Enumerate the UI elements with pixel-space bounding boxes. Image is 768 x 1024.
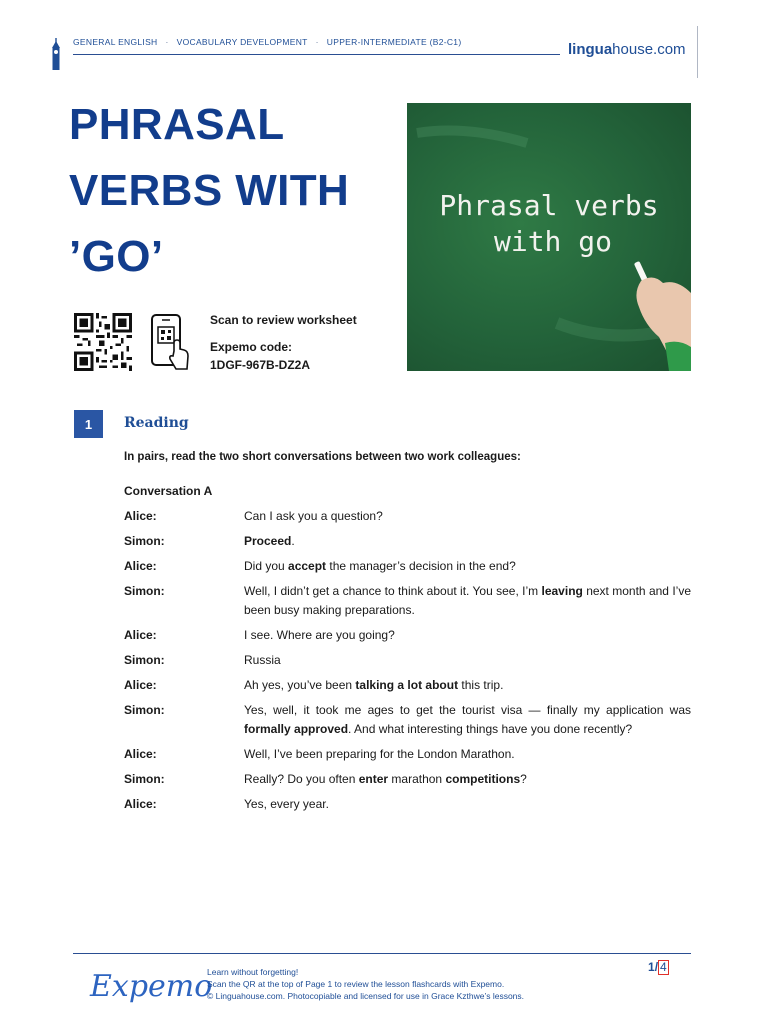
chalkboard-image: [407, 103, 691, 371]
dialogue-text: [244, 582, 691, 620]
dialogue-speaker: Alice:: [124, 509, 157, 523]
dialogue-line: [124, 626, 691, 645]
section-number-badge: 1: [74, 410, 103, 438]
dialogue-text: [244, 795, 691, 814]
text-fragment: Russia: [244, 653, 281, 667]
dialogue-text: [244, 557, 691, 576]
title-line: ’GO’: [69, 232, 164, 281]
highlighted-verb: formally approved: [244, 722, 349, 736]
chalkboard-illustration: [407, 103, 691, 371]
footer-tagline: Learn without forgetting!: [207, 967, 299, 977]
text-fragment: I see. Where are you going?: [244, 628, 395, 642]
breadcrumb-item-level[interactable]: UPPER-INTERMEDIATE (B2-C1): [326, 37, 462, 47]
footer-text: [207, 966, 524, 1002]
title-line: VERBS WITH: [69, 166, 350, 215]
conversation-title: Conversation A: [124, 484, 213, 498]
hand-with-chalk-icon: [634, 261, 691, 371]
dialogue-speaker: Simon:: [124, 534, 165, 548]
text-fragment: Can I ask you a question?: [244, 509, 383, 523]
dialogue-speaker: Alice:: [124, 628, 157, 642]
dialogue-text: [244, 770, 691, 789]
text-fragment: ?: [520, 772, 527, 786]
dialogue-speaker: Alice:: [124, 747, 157, 761]
dialogue-line: [124, 701, 691, 739]
dialogue-speaker: Simon:: [124, 772, 165, 786]
highlighted-verb: competitions: [445, 772, 521, 786]
page-total-link[interactable]: 4: [660, 960, 667, 974]
breadcrumb-separator: ·: [315, 37, 319, 47]
expemo-code-label: Expemo code:: [210, 340, 293, 354]
breadcrumb-item-category[interactable]: VOCABULARY DEVELOPMENT: [176, 37, 308, 47]
dialogue-text: [244, 507, 691, 526]
dialogue-line: [124, 557, 691, 576]
text-fragment: . And what interesting things have you done recently?: [348, 722, 633, 736]
dialogue-line: [124, 795, 691, 814]
footer-copyright: © Linguahouse.com. Photocopiable and licensed for use in Grace Kzthwe’s lessons.: [207, 991, 525, 1001]
dialogue-text: [244, 626, 691, 645]
dialogue-speaker: Alice:: [124, 678, 157, 692]
phone-scan-icon: [150, 313, 192, 373]
text-fragment: .: [291, 534, 295, 548]
dialogue-line: [124, 770, 691, 789]
dialogue-speaker: Simon:: [124, 703, 165, 717]
dialogue-text: [244, 745, 691, 764]
chalk-caption-line1: Phrasal verbs: [439, 189, 659, 222]
expemo-logo[interactable]: [88, 962, 213, 1008]
page-current: 1: [648, 960, 655, 974]
highlighted-verb: leaving: [541, 584, 583, 598]
footer-scan-note: Scan the QR at the top of Page 1 to review the lesson flashcards with Expemo.: [207, 979, 505, 989]
dialogue-line: [124, 745, 691, 764]
text-fragment: the manager’s decision in the end?: [326, 559, 516, 573]
text-fragment: marathon: [388, 772, 446, 786]
section-title: Reading: [124, 415, 189, 431]
header-divider: [73, 54, 560, 55]
text-fragment: Well, I didn’t get a chance to think about it. You see, I’m: [244, 584, 542, 598]
text-fragment: Yes, every year.: [244, 797, 329, 811]
dialogue-text: [244, 532, 691, 551]
dialogue-speaker: Alice:: [124, 797, 157, 811]
highlighted-verb: enter: [358, 772, 389, 786]
dialogue-speaker: Alice:: [124, 559, 157, 573]
big-ben-icon: [50, 38, 62, 70]
page-number: 1/ 4: [648, 960, 667, 974]
highlighted-verb: Proceed: [244, 534, 292, 548]
dialogue-speaker: Simon:: [124, 653, 165, 667]
chalk-caption-line2: with go: [493, 225, 613, 258]
expemo-code-value: 1DGF-967B-DZ2A: [210, 358, 311, 372]
dialogue-line: [124, 532, 691, 551]
scan-label: Scan to review worksheet: [210, 313, 357, 327]
text-fragment: this trip.: [458, 678, 504, 692]
dialogue-line: [124, 582, 691, 620]
brand-rest: house.com: [612, 41, 686, 58]
highlighted-verb: talking a lot about: [355, 678, 459, 692]
text-fragment: Really? Do you often: [244, 772, 359, 786]
dialogue-line: [124, 676, 691, 695]
qr-code-icon[interactable]: [73, 313, 133, 371]
brand-divider: [697, 26, 698, 78]
highlighted-verb: accept: [288, 559, 327, 573]
page-title: [69, 92, 399, 290]
breadcrumb-item-course[interactable]: GENERAL ENGLISH: [73, 37, 158, 47]
brand-bold: lingua: [568, 41, 613, 58]
brand-link[interactable]: [568, 41, 686, 58]
dialogue-text: [244, 676, 691, 695]
dialogue-line: [124, 507, 691, 526]
dialogue-text: [244, 651, 691, 670]
dialogue-list: [124, 507, 691, 820]
breadcrumb-separator: ·: [165, 37, 169, 47]
text-fragment: next month and I’ve been busy making preparations.: [244, 584, 691, 617]
title-line: PHRASAL: [69, 100, 285, 149]
text-fragment: Yes, well, it took me ages to get the tourist visa — finally my application was: [244, 703, 691, 717]
dialogue-line: [124, 651, 691, 670]
text-fragment: Well, I’ve been preparing for the London Marathon.: [244, 747, 515, 761]
dialogue-speaker: Simon:: [124, 584, 165, 598]
breadcrumb: [73, 37, 461, 47]
expemo-logo-text: Expemo: [90, 969, 213, 1004]
section-instruction: In pairs, read the two short conversations between two work colleagues:: [124, 451, 521, 463]
text-fragment: Ah yes, you’ve been: [244, 678, 356, 692]
footer-divider: [73, 953, 691, 954]
dialogue-text: [244, 701, 691, 739]
text-fragment: Did you: [244, 559, 289, 573]
